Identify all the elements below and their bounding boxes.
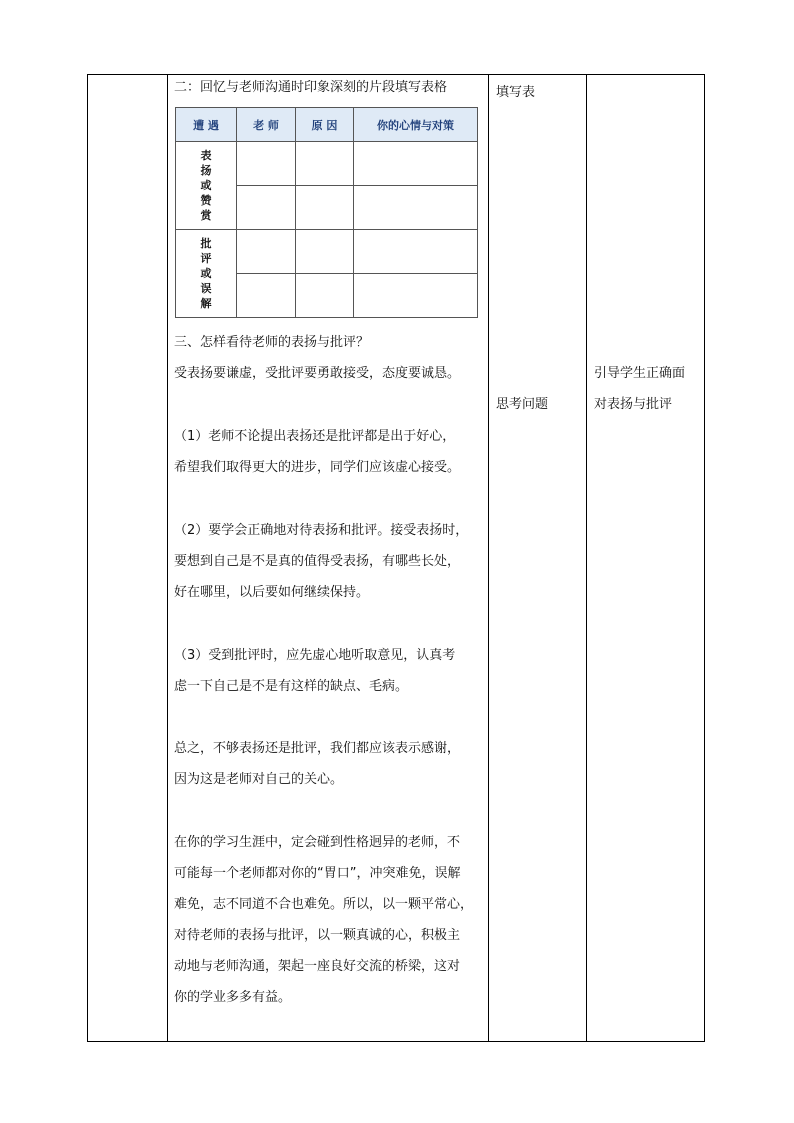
table-cell[interactable] [354,230,478,274]
paragraph-line: 可能每一个老师都对你的“胃口”，冲突难免，误解 [174,866,461,881]
row-group-criticism: 批评或误解 [176,230,237,318]
paragraph-line: 虑一下自己是不是有这样的缺点、毛病。 [174,679,409,694]
section3-heading: 三、怎样看待老师的表扬与批评？ [174,335,370,350]
reflection-table [175,107,477,316]
table-cell[interactable] [296,186,354,230]
header-reason: 原 因 [296,108,354,142]
paragraph-line: （3）受到批评时，应先虚心地听取意见，认真考 [174,648,456,663]
table-cell[interactable] [237,230,296,274]
intent-line: 对表扬与批评 [594,397,673,412]
section2-heading: 二：回忆与老师沟通时印象深刻的片段填写表格 [174,80,448,95]
paragraph-line: 对待老师的表扬与批评，以一颗真诚的心，积极主 [174,928,461,943]
activity-fill-table: 填写表 [496,85,536,100]
row-group-praise: 表扬或赞赏 [176,142,237,230]
activity-think: 思考问题 [496,397,549,412]
table-header-row [176,108,478,142]
header-encounter: 遭 遇 [176,108,237,142]
paragraph-line: 因为这是老师对自己的关心。 [174,772,344,787]
table-cell[interactable] [296,274,354,318]
paragraph-line: （2）要学会正确地对待表扬和批评。接受表扬时， [174,523,469,538]
student-activity-column [488,75,586,1041]
teaching-content-column [168,75,488,1041]
intent-line: 引导学生正确面 [594,366,686,381]
paragraph-line: 在你的学习生涯中，定会碰到性格迥异的老师，不 [174,835,461,850]
design-intent-column [586,75,704,1041]
paragraph-line: 动地与老师沟通，架起一座良好交流的桥梁，这对 [174,959,461,974]
paragraph-line: 好在哪里，以后要如何继续保持。 [174,585,370,600]
table-cell[interactable] [354,142,478,186]
paragraph-line: 受表扬要谦虚，受批评要勇敢接受，态度要诚恳。 [174,366,461,381]
paragraph-line: 希望我们取得更大的进步，同学们应该虚心接受。 [174,460,461,475]
paragraph-line: （1）老师不论提出表扬还是批评都是出于好心， [174,429,456,444]
table-cell[interactable] [237,142,296,186]
paragraph-line: 你的学业多多有益。 [174,990,292,1005]
table-cell[interactable] [354,186,478,230]
lesson-plan-table [87,74,705,1042]
table-cell[interactable] [354,274,478,318]
table-row [176,142,478,186]
table-row [176,230,478,274]
table-cell[interactable] [237,186,296,230]
paragraph-line: 要想到自己是不是真的值得受表扬，有哪些长处， [174,554,461,569]
paragraph-line: 难免，志不同道不合也难免。所以，以一颗平常心， [174,897,474,912]
header-teacher: 老 师 [237,108,296,142]
table-cell[interactable] [237,274,296,318]
table-cell[interactable] [296,142,354,186]
table-cell[interactable] [296,230,354,274]
header-mood-strategy: 你的心情与对策 [354,108,478,142]
paragraph-line: 总之，不够表扬还是批评，我们都应该表示感谢， [174,741,461,756]
